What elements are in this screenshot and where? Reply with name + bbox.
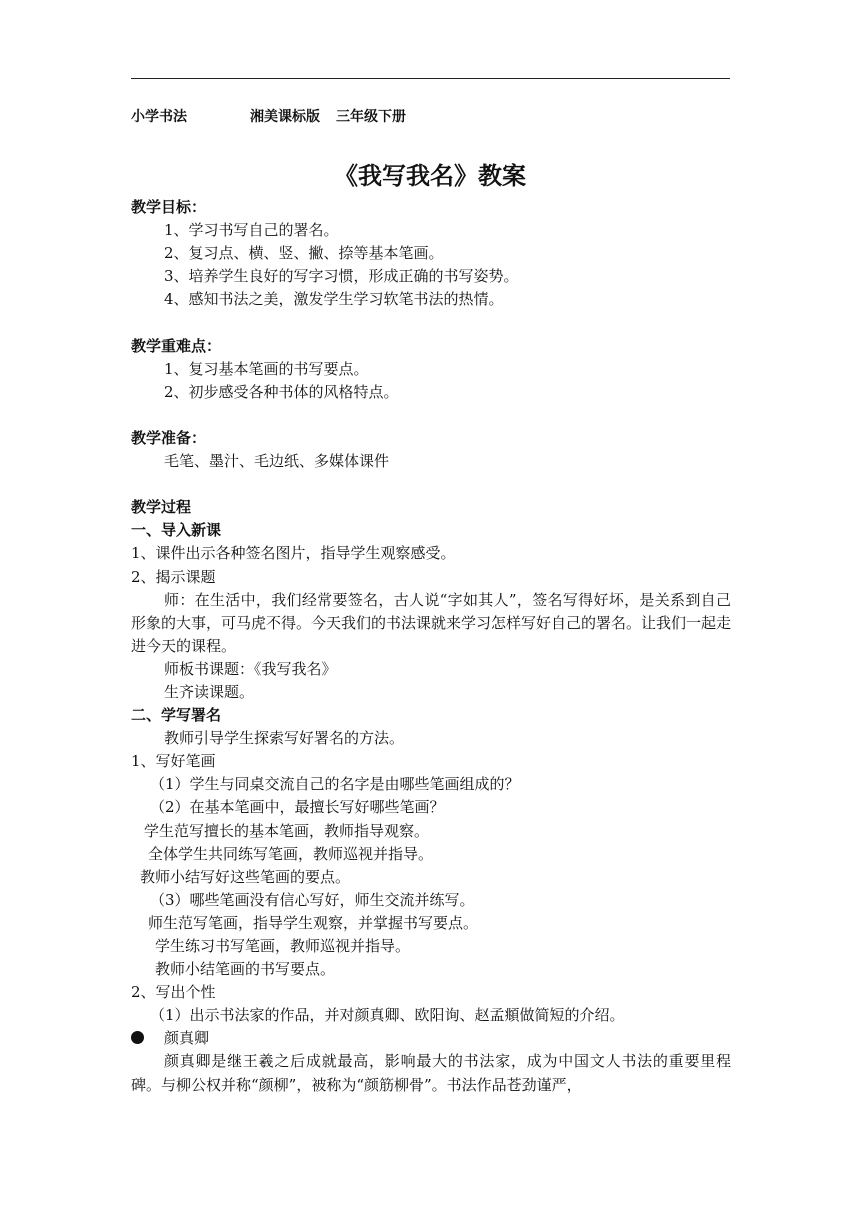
part2-line: （2）在基本笔画中，最擅长写好哪些笔画？ <box>150 798 445 817</box>
part2-line: 教师小结笔画的书写要点。 <box>155 960 336 979</box>
bullet-text: 颜真卿 <box>164 1029 210 1048</box>
header-edition: 湘美课标版 <box>250 109 320 125</box>
process-heading: 教学过程 <box>131 498 192 517</box>
part2-line: 1、写好笔画 <box>131 752 216 771</box>
header-subject: 小学书法 <box>131 109 187 125</box>
part1-line: 生齐读课题。 <box>164 682 255 701</box>
objective-item: 2、复习点、横、竖、撇、捺等基本笔画。 <box>164 244 444 263</box>
objective-item: 3、培养学生良好的写字习惯，形成正确的书写姿势。 <box>164 267 519 286</box>
part2-line: 学生练习书写笔画，教师巡视并指导。 <box>155 937 411 955</box>
objective-item: 1、学习书写自己的署名。 <box>164 221 339 240</box>
part2-line: 师生范写笔画，指导学生观察，并掌握书写要点。 <box>148 913 479 932</box>
part2-line: （1）出示书法家的作品，并对颜真卿、欧阳询、赵孟頫做简短的介绍。 <box>150 1006 625 1025</box>
part1-line: 1、课件出示各种签名图片，指导学生观察感受。 <box>131 544 456 563</box>
objectives-heading: 教学目标： <box>131 198 207 216</box>
key-points-heading: 教学重难点： <box>131 336 222 355</box>
part1-paragraph: 师：在生活中，我们经常要签名，古人说“字如其人”，签名写得好坏，是关系到自己形象的大事，可马虎不得。今天我们的书法课就来学习怎样写好自己的署名。让我们一起走进今天的课程。 <box>131 590 732 655</box>
part2-line: 学生范写擅长的基本笔画，教师指导观察。 <box>144 821 430 840</box>
part2-line: 教师引导学生探索写好署名的方法。 <box>164 729 405 748</box>
part1-heading: 一、导入新课 <box>131 521 222 540</box>
part2-line: 全体学生共同练写笔画，教师巡视并指导。 <box>148 844 434 863</box>
part2-line: 2、写出个性 <box>131 983 216 1002</box>
preparation-heading: 教学准备： <box>131 428 207 447</box>
part2-line: 教师小结写好这些笔画的要点。 <box>140 867 351 886</box>
objective-item: 4、感知书法之美，激发学生学习软笔书法的热情。 <box>164 290 504 309</box>
key-point-item: 1、复习基本笔画的书写要点。 <box>164 359 369 378</box>
header-rule <box>131 78 730 79</box>
page-title: 《我写我名》教案 <box>334 162 526 190</box>
key-point-item: 2、初步感受各种书体的风格特点。 <box>164 382 399 401</box>
document-header <box>131 106 406 126</box>
bullet-item <box>131 1027 731 1050</box>
part2-line: （1）学生与同桌交流自己的名字是由哪些笔画组成的？ <box>150 775 520 794</box>
preparation-text: 毛笔、墨汁、毛边纸、多媒体课件 <box>164 452 390 471</box>
part1-line: 师板书课题：《我写我名》 <box>164 659 337 678</box>
header-grade: 三年级下册 <box>336 109 406 125</box>
document-body <box>131 196 731 1097</box>
part2-line: （3）哪些笔画没有信心写好，师生交流并练写。 <box>150 890 475 909</box>
part1-line: 2、揭示课题 <box>131 567 216 586</box>
bullet-icon <box>131 1031 144 1044</box>
part2-heading: 二、学写署名 <box>131 706 222 725</box>
part2-paragraph: 颜真卿是继王羲之后成就最高，影响最大的书法家，成为中国文人书法的重要里程碑。与柳公权并称“颜柳”，被称为“颜筋柳骨”。书法作品苍劲谨严， <box>131 1052 731 1094</box>
